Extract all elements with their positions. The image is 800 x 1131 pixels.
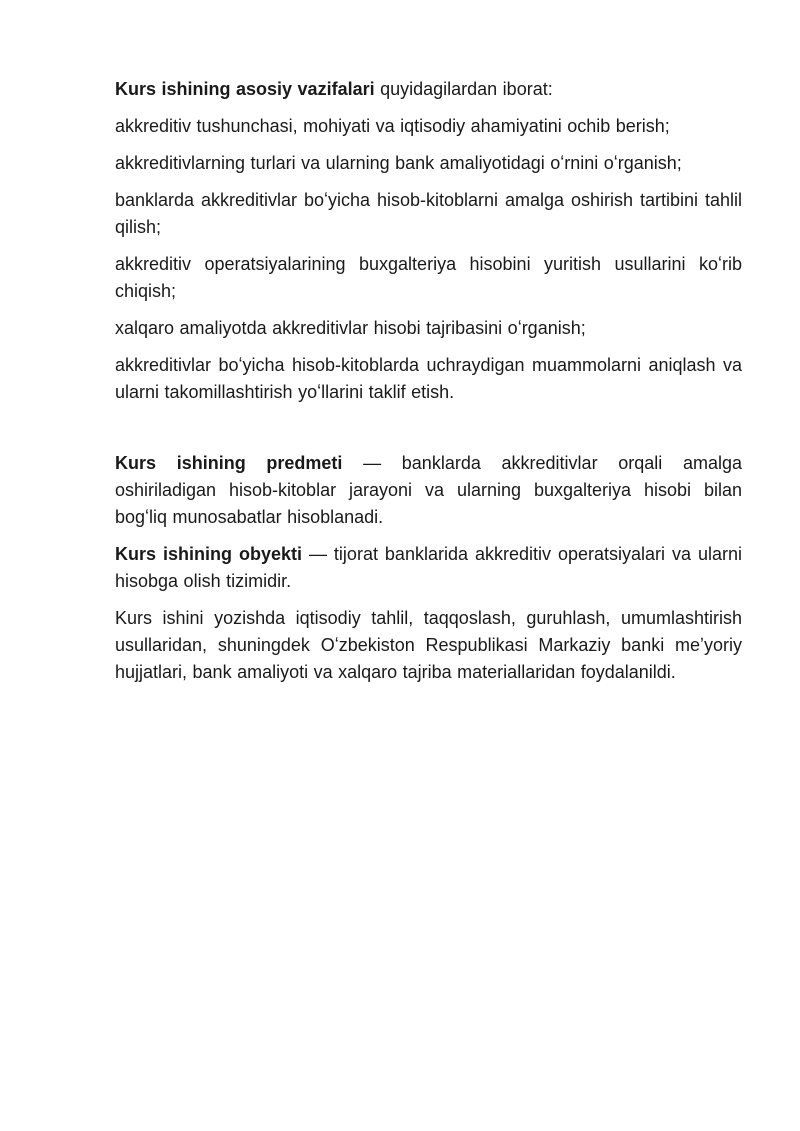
object-paragraph xyxy=(115,541,742,595)
subject-paragraph xyxy=(115,450,742,531)
task-item: banklarda akkreditivlar boʻyicha hisob-kitoblarni amalga oshirish tartibini tahlil qilish; xyxy=(115,190,742,237)
subject-lead: Kurs ishining predmeti xyxy=(115,453,343,473)
subject-text: — banklarda akkreditivlar orqali amalga oshiriladigan hisob-kitoblar jarayoni va ularning buxgalteriya hisobi bilan bogʻliq munosabatlar hisoblanadi. xyxy=(115,453,742,527)
section-spacer xyxy=(115,416,742,450)
object-lead: Kurs ishining obyekti xyxy=(115,544,302,564)
methods-paragraph: Kurs ishini yozishda iqtisodiy tahlil, taqqoslash, guruhlash, umumlashtirish usullaridan, shuningdek Oʻzbekiston Respublikasi Markaziy banki meʼyoriy hujjatlari, bank amaliyoti va xalqaro tajriba materiallaridan foydalanildi. xyxy=(115,608,742,682)
task-item: xalqaro amaliyotda akkreditivlar hisobi tajribasini oʻrganish; xyxy=(115,318,586,338)
task-item: akkreditivlar boʻyicha hisob-kitoblarda uchraydigan muammolarni aniqlash va ularni takomillashtirish yoʻllarini taklif etish. xyxy=(115,355,742,402)
object-text: — tijorat banklarida akkreditiv operatsiyalari va ularni hisobga olish tizimidir. xyxy=(115,544,742,591)
tasks-intro-lead: Kurs ishining asosiy vazifalari xyxy=(115,79,375,99)
task-item: akkreditivlarning turlari va ularning bank amaliyotidagi oʻrnini oʻrganish; xyxy=(115,153,682,173)
task-item: akkreditiv tushunchasi, mohiyati va iqtisodiy ahamiyatini ochib berish; xyxy=(115,116,670,136)
tasks-intro-text: quyidagilardan iborat: xyxy=(374,79,553,99)
task-item: akkreditiv operatsiyalarining buxgalteriya hisobini yuritish usullarini koʻrib chiqish; xyxy=(115,254,742,301)
tasks-intro-paragraph xyxy=(115,76,742,103)
